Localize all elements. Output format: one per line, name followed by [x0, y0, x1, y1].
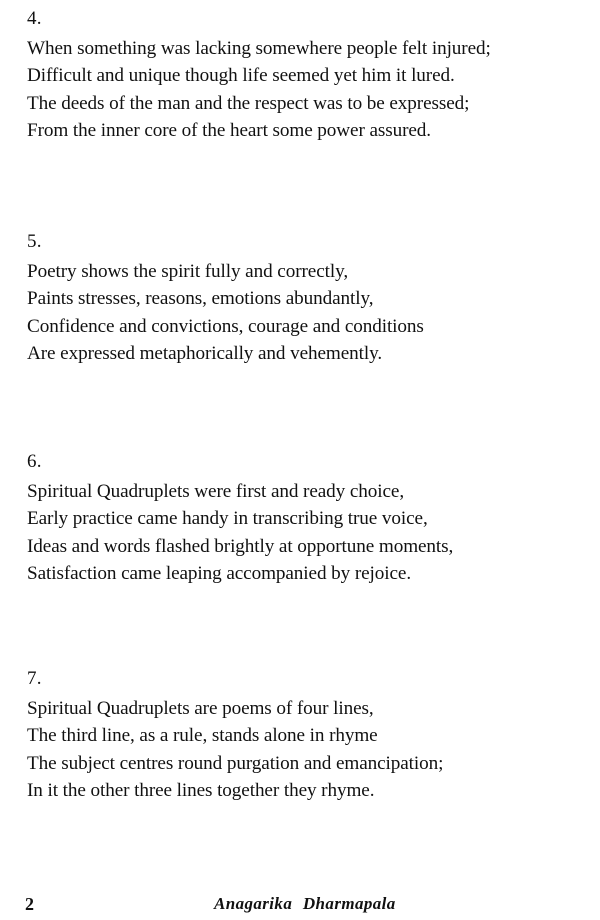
poem-line: The deeds of the man and the respect was to be expressed;	[27, 92, 470, 114]
poem-line: Ideas and words flashed brightly at opportune moments,	[27, 535, 454, 557]
poem-line: Spiritual Quadruplets are poems of four lines,	[27, 698, 374, 719]
stanza-4	[27, 8, 595, 144]
poem-line: Poetry shows the spirit fully and correctly,	[27, 261, 349, 282]
page-footer	[0, 893, 600, 917]
poem-line: In it the other three lines together they rhyme.	[27, 779, 375, 801]
poem-line: Confidence and convictions, courage and conditions	[27, 315, 424, 337]
stanza-6	[27, 451, 595, 587]
poem-line: The subject centres round purgation and emancipation;	[27, 752, 444, 774]
poem-line: The third line, as a rule, stands alone in rhyme	[27, 725, 378, 747]
stanza-number: 5.	[27, 231, 42, 252]
stanza-7	[27, 668, 595, 804]
stanza-number: 7.	[27, 668, 42, 689]
poem-line: Satisfaction came leaping accompanied by rejoice.	[27, 562, 412, 584]
stanza-5	[27, 231, 595, 367]
poem-line: Spiritual Quadruplets were first and ready choice,	[27, 481, 405, 502]
author-running-footer: Anagarika Dharmapala	[214, 894, 396, 913]
poem-line: From the inner core of the heart some power assured.	[27, 119, 431, 141]
page-number: 2	[25, 894, 34, 914]
poem-line: Are expressed metaphorically and vehemently.	[27, 342, 383, 364]
poem-line: Paints stresses, reasons, emotions abundantly,	[27, 288, 374, 310]
stanza-number: 6.	[27, 451, 42, 472]
poem-line: When something was lacking somewhere people felt injured;	[27, 38, 491, 59]
poem-line: Difficult and unique though life seemed yet him it lured.	[27, 65, 455, 87]
stanza-number: 4.	[27, 8, 42, 29]
poem-line: Early practice came handy in transcribing true voice,	[27, 508, 428, 530]
